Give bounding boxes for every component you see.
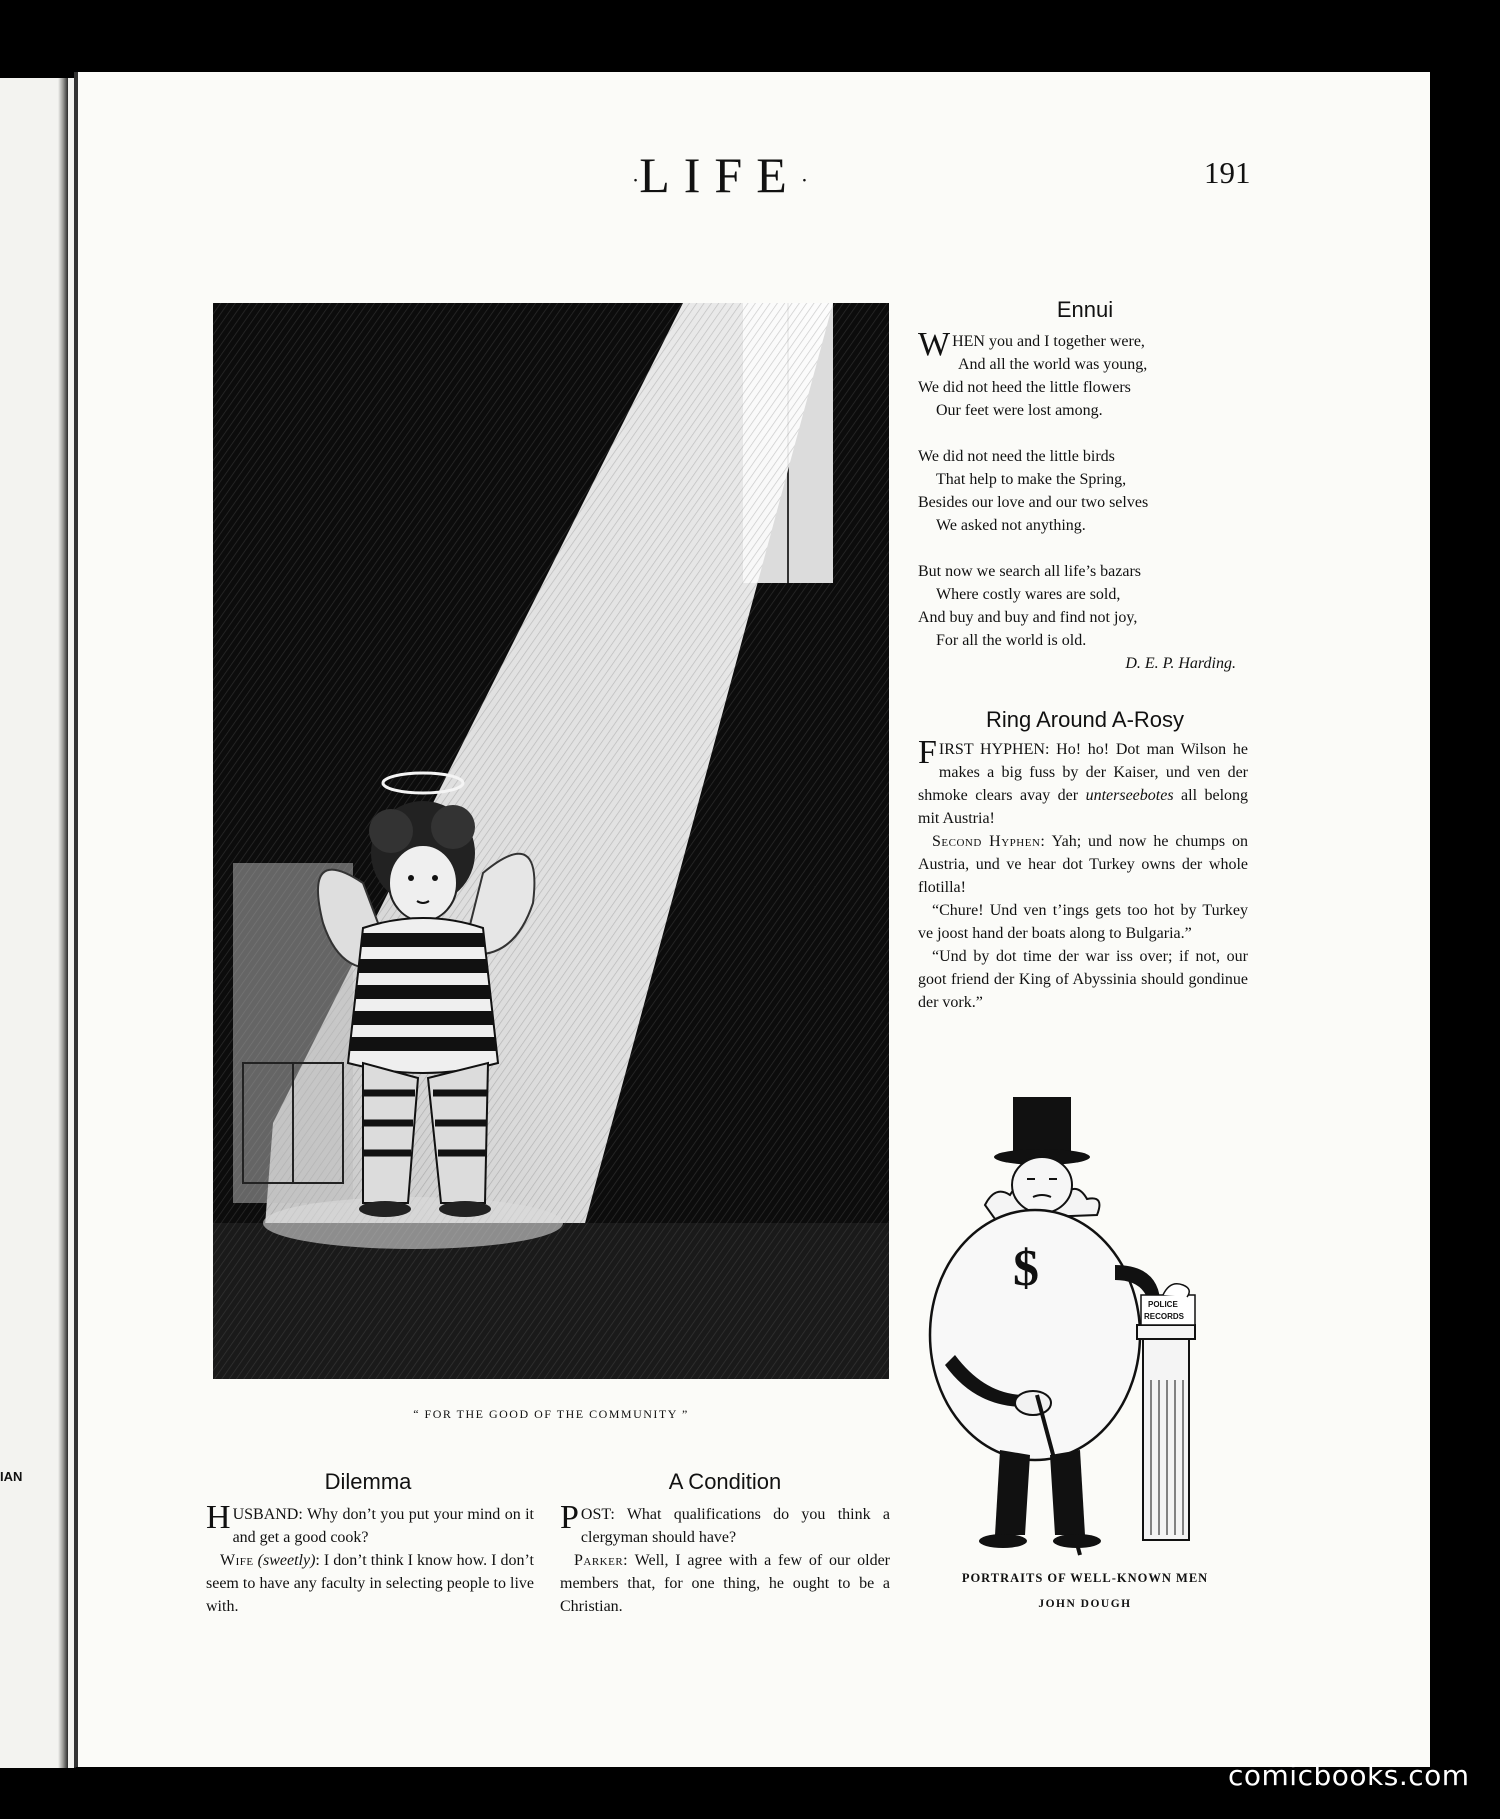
poem-line: We did not need the little birds bbox=[918, 448, 1115, 465]
title-ornament-right: · bbox=[800, 167, 809, 193]
dilemma-text bbox=[206, 1499, 535, 1618]
drop-cap: W bbox=[918, 326, 951, 363]
cherub-illustration bbox=[213, 303, 889, 1379]
ring-paragraph: “Chure! Und ven t’ings gets too hot by Turkey ve joost hand der boats along to Bulgaria.” bbox=[918, 902, 1248, 942]
poem-line-text: HEN you and I together were, bbox=[952, 333, 1145, 350]
ring-paragraph: FIRST HYPHEN: Ho! ho! Dot man Wilson he makes a big fuss by der Kaiser, und ven der shmoke clears avay der unterseebotes all belong mit Austria! bbox=[918, 734, 1249, 827]
money-bag-man-drawing bbox=[915, 1095, 1255, 1565]
police-sign-line2: RECORDS bbox=[1144, 1312, 1185, 1321]
ring-paragraph: “Und by dot time der war iss over; if not, our goot friend der King of Abyssinia should gondinue der vork.” bbox=[918, 948, 1248, 1011]
cartoon-caption-subtitle: JOHN DOUGH bbox=[1038, 1598, 1132, 1610]
cartoon-caption-title: PORTRAITS OF WELL-KNOWN MEN bbox=[961, 1571, 1209, 1585]
title-ornament-left: · bbox=[631, 167, 640, 193]
speaker: USBAND: bbox=[232, 1506, 303, 1523]
condition-text bbox=[560, 1499, 890, 1618]
speaker: Wife bbox=[220, 1552, 254, 1569]
site-watermark: comicbooks.com bbox=[1228, 1759, 1470, 1792]
condition-title: A Condition bbox=[668, 1469, 782, 1494]
magazine-title-text: LIFE bbox=[639, 147, 801, 203]
police-sign-line1: POLICE bbox=[1148, 1300, 1178, 1309]
ennui-title: Ennui bbox=[1056, 297, 1114, 322]
poem-line bbox=[918, 326, 1258, 363]
facing-page-edge bbox=[0, 78, 76, 1768]
speaker: Parker: bbox=[574, 1552, 629, 1569]
speaker: Second Hyphen: bbox=[932, 833, 1046, 850]
poem-author: D. E. P. Harding. bbox=[1125, 655, 1236, 672]
illustration-caption: “ FOR THE GOOD OF THE COMMUNITY ” bbox=[413, 1407, 689, 1421]
magazine-title bbox=[570, 146, 870, 204]
speaker: IRST HYPHEN: bbox=[938, 741, 1050, 758]
dollar-sign: $ bbox=[1013, 1240, 1039, 1297]
poem-line: Where costly wares are sold, bbox=[936, 586, 1121, 603]
drop-cap: F bbox=[918, 734, 937, 771]
poem-line: Besides our love and our two selves bbox=[918, 494, 1149, 511]
facing-page-text-fragment: IAN bbox=[0, 1469, 23, 1484]
poem-line: That help to make the Spring, bbox=[936, 471, 1127, 488]
drop-cap: H bbox=[206, 1499, 231, 1536]
condition-paragraph: Parker: Well, I agree with a few of our older members that, for one thing, he ought to be a Christian. bbox=[560, 1552, 890, 1615]
poem-line: We asked not anything. bbox=[936, 517, 1086, 534]
poem-line: Our feet were lost among. bbox=[936, 402, 1103, 419]
poem-line: But now we search all life’s bazars bbox=[918, 563, 1142, 580]
condition-paragraph: POST: What qualifications do you think a clergyman should have? bbox=[560, 1499, 890, 1546]
poem-line: And all the world was young, bbox=[958, 356, 1148, 373]
cherub-drawing bbox=[213, 303, 889, 1379]
ring-paragraph: Second Hyphen: Yah; und now he chumps on Austria, und ve hear dot Turkey owns der whole flotilla! bbox=[918, 833, 1248, 896]
poem-line: For all the world is old. bbox=[936, 632, 1087, 649]
john-dough-cartoon bbox=[915, 1095, 1255, 1565]
drop-cap: P bbox=[560, 1499, 579, 1536]
ring-title: Ring Around A-Rosy bbox=[985, 707, 1185, 732]
dilemma-title: Dilemma bbox=[324, 1469, 412, 1494]
book-spine-shadow bbox=[58, 78, 68, 1768]
dilemma-paragraph: Wife (sweetly): I don’t think I know how. I don’t seem to have any faculty in selecting people to live with. bbox=[206, 1552, 534, 1615]
page-number: 191 bbox=[1204, 155, 1251, 190]
poem-line: And buy and buy and find not joy, bbox=[918, 609, 1138, 626]
ring-text bbox=[918, 734, 1249, 1014]
poem-line: We did not heed the little flowers bbox=[918, 379, 1131, 396]
speaker: OST: bbox=[580, 1506, 615, 1523]
dilemma-paragraph: HUSBAND: Why don’t you put your mind on it and get a good cook? bbox=[206, 1499, 535, 1546]
ennui-poem bbox=[918, 326, 1258, 675]
